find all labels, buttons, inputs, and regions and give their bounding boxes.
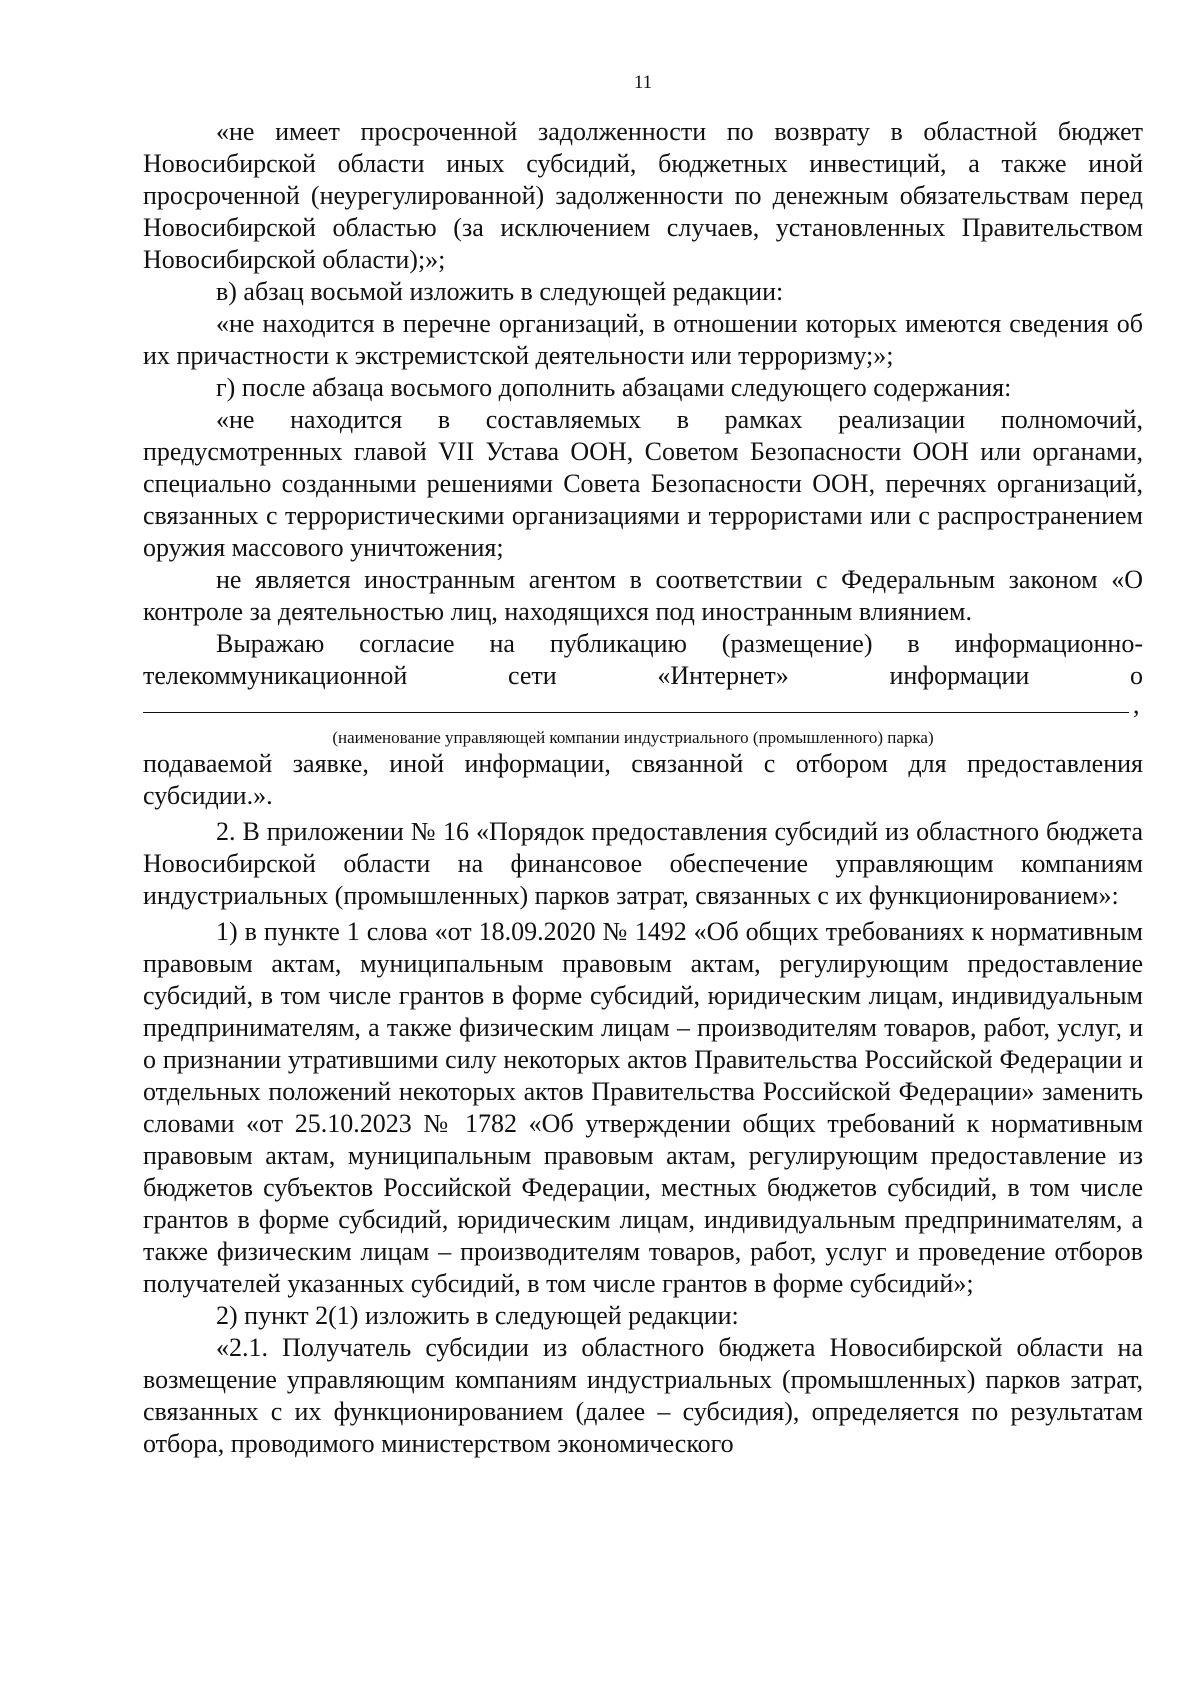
paragraph: в) абзац восьмой изложить в следующей редакции: — [216, 277, 784, 306]
paragraph: не является иностранным агентом в соответствии с Федеральным законом «О контроле за деятельностью лиц, находящихся под иностранным влиянием. — [143, 565, 1143, 626]
paragraph-consent: Выражаю согласие на публикацию (размещение) в информационно-телекоммуникационной сети «Интернет» информации о — [143, 629, 1143, 690]
blank-comma: , — [1133, 690, 1140, 719]
paragraph: 1) в пункте 1 слова «от 18.09.2020 № 1492 «Об общих требованиях к нормативным правовым актам, муниципальным правовым актам, регулирующим предоставление субсидий, в том числе грантов в форме субсидий, юридическим лицам, индивидуальным предпринимателям, а также физическим лицам – производителям товаров, работ, услуг, и о признании утратившими силу некоторых актов Правительства Российской Федерации и отдельных положений некоторых актов Правительства Российской Федерации» заменить словами «от 25.10.2023 № 1782 «Об утверждении общих требований к нормативным правовым актам, муниципальным правовым актам, регулирующим предоставление из бюджетов субъектов Российской Федерации, местных бюджетов субсидий, в том числе грантов в форме субсидий, юридическим лицам, индивидуальным предпринимателям, а также физическим лицам – производителям товаров, работ, услуг и проведение отборов получателей указанных субсидий, в том числе грантов в форме субсидий»; — [143, 917, 1143, 1298]
paragraph: г) после абзаца восьмого дополнить абзацами следующего содержания: — [216, 373, 1012, 402]
paragraph: «2.1. Получатель субсидии из областного бюджета Новосибирской области на возмещение управляющим компаниям индустриальных (промышленных) парков затрат, связанных с их функционированием (далее – субсидия), определяется по результатам отбора, проводимого министерством экономического — [143, 1333, 1143, 1458]
blank-field-caption: (наименование управляющей компании индустриального (промышленного) парка) — [332, 728, 934, 747]
paragraph: «не находится в составляемых в рамках реализации полномочий, предусмотренных главой VII Устава ООН, Советом Безопасности ООН или органами, специально созданными решениями Совета Безопасности ООН, перечнях организаций, связанных с террористическими организациями и террористами или с распространением оружия массового уничтожения; — [143, 405, 1143, 562]
paragraph: «не имеет просроченной задолженности по возврату в областной бюджет Новосибирской области иных субсидий, бюджетных инвестиций, а также иной просроченной (неурегулированной) задолженности по денежным обязательствам перед Новосибирской областью (за исключением случаев, установленных Правительством Новосибирской области);»; — [143, 117, 1143, 274]
paragraph: 2) пункт 2(1) изложить в следующей редакции: — [216, 1301, 739, 1330]
blank-underline — [143, 712, 1129, 713]
page-number: 11 — [633, 72, 653, 93]
document-body — [143, 116, 1143, 1460]
paragraph: подаваемой заявке, иной информации, связанной с отбором для предоставления субсидии.». — [143, 749, 1143, 810]
blank-field — [143, 690, 1143, 724]
paragraph: «не находится в перечне организаций, в отношении которых имеются сведения об их причастности к экстремистской деятельности или терроризму;»; — [143, 309, 1143, 370]
paragraph: 2. В приложении № 16 «Порядок предоставления субсидий из областного бюджета Новосибирской области на финансовое обеспечение управляющим компаниям индустриальных (промышленных) парков затрат, связанных с их функционированием»: — [143, 817, 1143, 910]
